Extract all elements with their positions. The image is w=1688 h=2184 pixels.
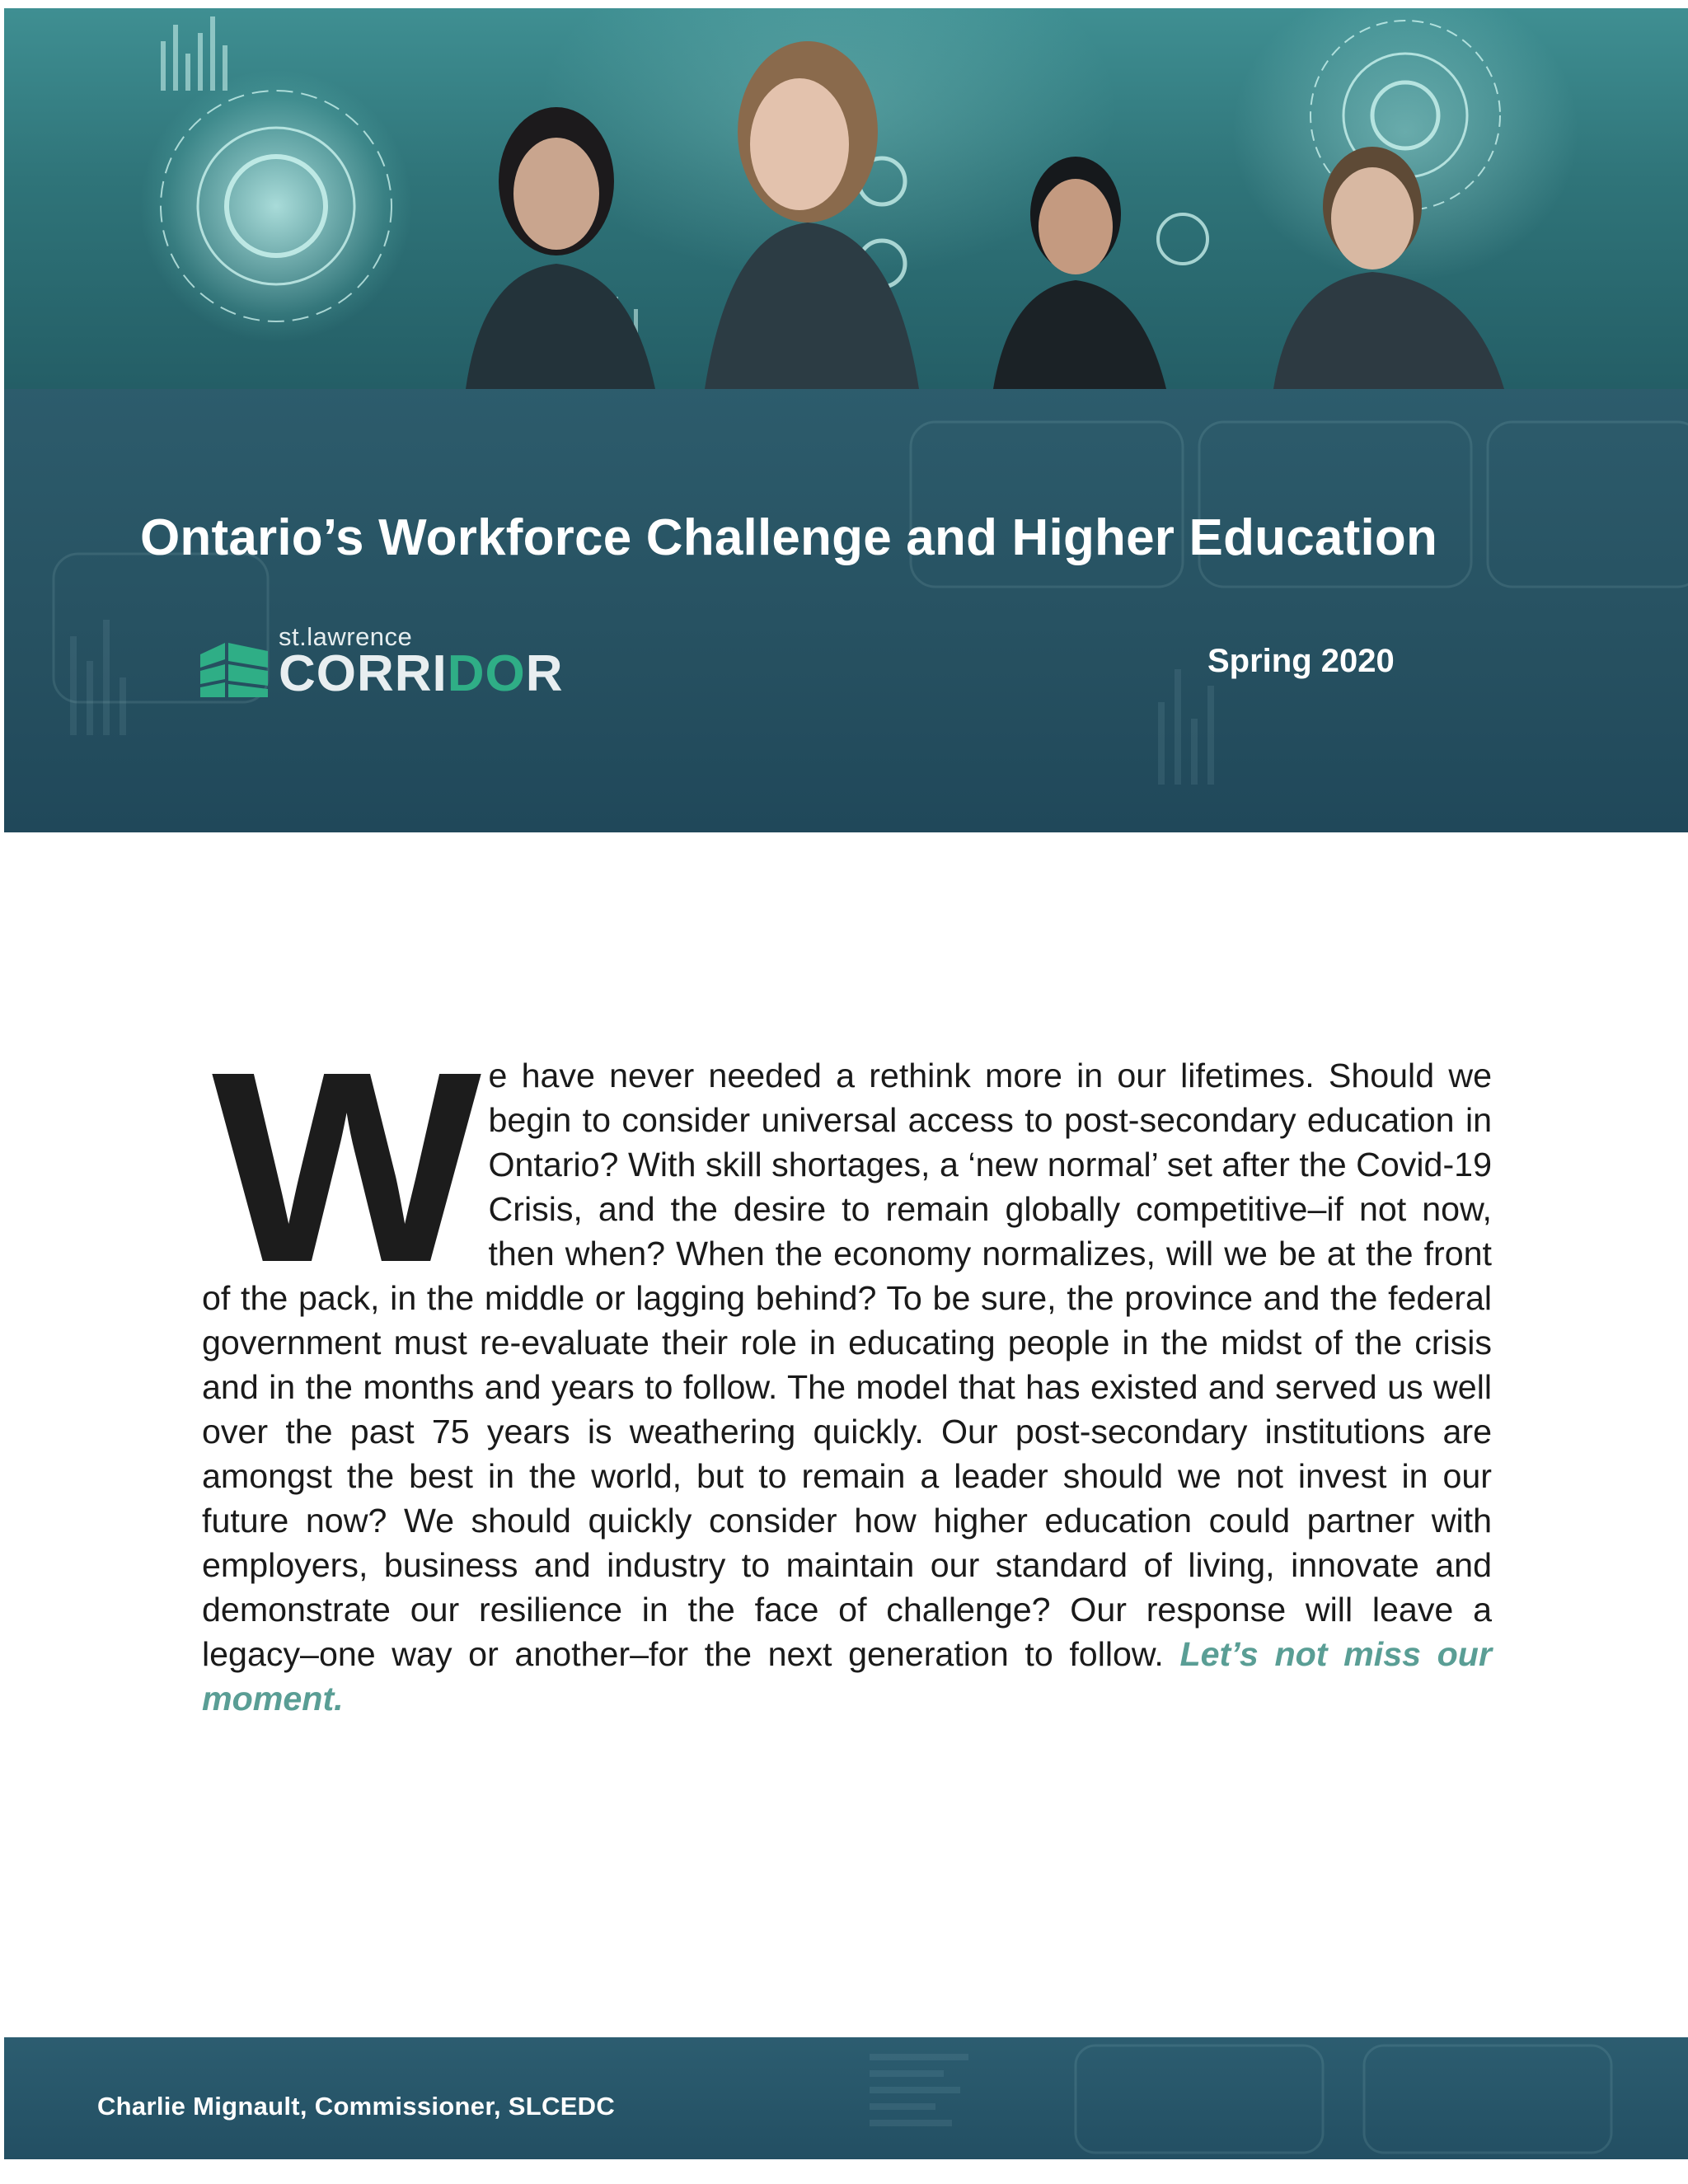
page-title: Ontario’s Workforce Challenge and Higher Education	[140, 509, 1438, 566]
corridor-logo-mark-icon	[200, 643, 268, 697]
title-band	[4, 389, 1688, 832]
band-texture	[4, 389, 1688, 832]
publication-season: Spring 2020	[1207, 643, 1395, 679]
author-byline: Charlie Mignault, Commissioner, SLCEDC	[97, 2092, 616, 2121]
logo-wordmark	[279, 645, 564, 703]
article-body	[202, 1015, 1492, 1721]
article-text: e have never needed a rethink more in our lifetimes. Should we begin to consider universal access to post-secondary education in Ontario? With skill shortages, a ‘new normal’ set after the Covid-19 Crisis, and the desire to remain globally competitive–if not now, then when? When the economy normalizes, will we be at the front of the pack, in the middle or lagging behind? To be sure, the province and the federal government must re-evaluate their role in educating people in the midst of the crisis and in the months and years to follow. The model that has existed and served us well over the past 75 years is weathering quickly. Our post-secondary institutions are amongst the best in the world, but to remain a leader should we not invest in our future now? We should quickly consider how higher education could partner with employers, business and industry to maintain our standard of living, innovate and demonstrate our resilience in the face of challenge? Our response will leave a legacy–one way or another–for the next generation to follow.	[202, 1057, 1492, 1673]
drop-cap: W	[212, 1015, 467, 1319]
logo-word-main: CORRI	[279, 645, 448, 702]
logo-word-end: R	[525, 645, 564, 702]
hero-photo	[4, 8, 1688, 389]
corridor-logo	[200, 622, 579, 705]
hero-illustration	[4, 8, 1688, 389]
article-callout: Let’s not miss our moment.	[202, 1635, 1492, 1718]
logo-small-text: st.lawrence	[279, 622, 413, 651]
logo-word-accent: DO	[447, 645, 526, 702]
